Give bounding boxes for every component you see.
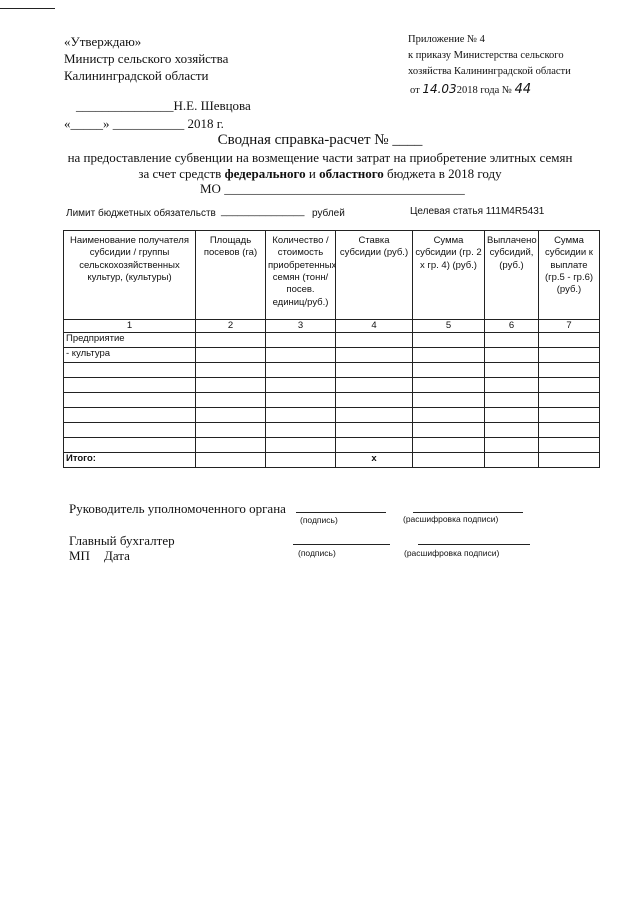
appendix-line-2: к приказу Министерства сельского (408, 50, 564, 61)
accountant-label: Главный бухгалтер (69, 533, 175, 548)
table-row (64, 348, 600, 363)
table-row (64, 438, 600, 453)
head-signature-label: Руководитель уполномоченного органа (69, 501, 286, 516)
limit-unit: рублей (312, 208, 345, 219)
target-article: Целевая статья 111М4R5431 (410, 206, 545, 217)
approve-date: «_____» ___________ 2018 г. (64, 116, 224, 131)
head-decode-caption: (расшифровка подписи) (403, 514, 499, 524)
mo-field: МО _____________________________________ (200, 181, 465, 196)
col-header-area: Площадь посевов (га) (196, 231, 266, 320)
approve-heading: «Утверждаю» (64, 34, 142, 49)
seal-label: МП (69, 548, 90, 563)
accountant-sign-line (293, 544, 390, 545)
total-label: Итого: (64, 453, 196, 468)
col-header-quantity: Количество / стоимость приобретенных семян (тонн/посев. единиц/руб.) (266, 231, 336, 320)
col-number: 4 (336, 320, 413, 333)
col-header-subsidy-sum: Сумма субсидии (гр. 2 х гр. 4) (руб.) (413, 231, 485, 320)
subtitle-post: бюджета в 2018 году (387, 166, 502, 181)
head-decode-line (413, 512, 523, 513)
accountant-decode-line (418, 544, 530, 545)
col-number: 3 (266, 320, 336, 333)
subtitle-and: и (308, 166, 316, 181)
appendix-date-prefix: от (410, 85, 420, 96)
appendix-line-3: хозяйства Калининградской области (408, 66, 571, 77)
subtitle-federal: федерального (224, 166, 306, 181)
appendix-line-1: Приложение № 4 (408, 34, 485, 45)
col-header-to-pay: Сумма субсидии к выплате (гр.5 - гр.6) (руб.) (539, 231, 600, 320)
approve-signer: _______________Н.Е. Шевцова (76, 98, 251, 113)
col-header-recipient: Наименование получателя субсидии / группы сельскохозяйственных культур, (культуры) (64, 231, 196, 320)
approve-line-2: Калининградской области (64, 68, 209, 83)
subsidy-table (63, 230, 600, 468)
head-sign-caption: (подпись) (300, 515, 338, 525)
head-sign-line (296, 512, 386, 513)
table-row (64, 333, 600, 348)
top-edge-line (0, 8, 55, 9)
date-label: Дата (104, 548, 130, 563)
limit-blank: _______________ (221, 206, 305, 217)
row-label: Предприятие (64, 333, 196, 348)
total-row (64, 453, 600, 468)
table-row (64, 393, 600, 408)
total-mark: х (336, 453, 413, 468)
table-row (64, 408, 600, 423)
accountant-decode-caption: (расшифровка подписи) (404, 548, 500, 558)
appendix-number-handwritten: 44 (514, 82, 532, 97)
row-label: - культура (64, 348, 196, 363)
col-number: 1 (64, 320, 196, 333)
appendix-date-suffix: 2018 года № (456, 85, 512, 96)
col-number: 6 (485, 320, 539, 333)
table-row (64, 423, 600, 438)
subtitle-regional: областного (319, 166, 384, 181)
col-number: 7 (539, 320, 600, 333)
approve-line-1: Министр сельского хозяйства (64, 51, 229, 66)
table-row (64, 363, 600, 378)
col-header-rate: Ставка субсидии (руб.) (336, 231, 413, 320)
table-row (64, 378, 600, 393)
document-title: Сводная справка-расчет № ____ (217, 132, 423, 148)
appendix-date-handwritten: 14.03 (422, 82, 457, 96)
limit-label: Лимит бюджетных обязательств (66, 208, 216, 219)
subtitle-pre: за счет средств (138, 166, 222, 181)
col-header-paid: Выплачено субсидий, (руб.) (485, 231, 539, 320)
col-number: 2 (196, 320, 266, 333)
document-subtitle-2 (0, 166, 640, 182)
col-number: 5 (413, 320, 485, 333)
appendix-date-line (410, 82, 531, 97)
accountant-sign-caption: (подпись) (298, 548, 336, 558)
document-subtitle-1: на предоставление субвенции на возмещение части затрат на приобретение элитных семян (67, 150, 573, 165)
